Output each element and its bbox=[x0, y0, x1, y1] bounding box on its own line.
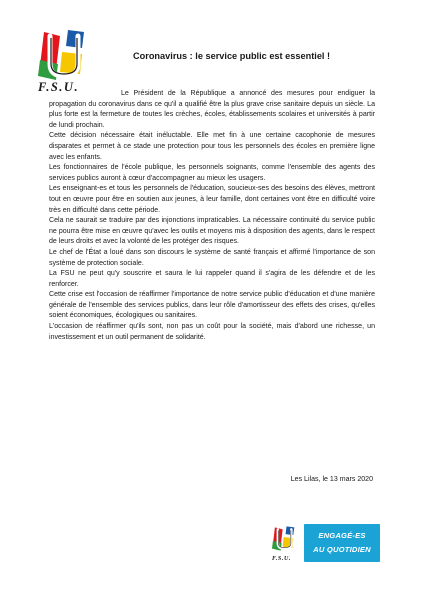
paragraph: Cette crise est l'occasion de réaffirmer l'importance de notre service public d'éducation et d'une manière générale de l'ensemble des services publics, dans leur rôle d'amortisseur des effets des crises, qu'elles soient économiques, écologiques ou sanitaires. bbox=[49, 291, 375, 320]
badge-line-2: AU QUOTIDIEN bbox=[313, 545, 371, 554]
paragraph: La FSU ne peut qu'y souscrire et saura le lui rappeler quand il s'agira de les défendre et de les renforcer. bbox=[49, 270, 375, 288]
paragraph: Cette décision nécessaire était inéluctable. Elle met fin à une certaine cacophonie de mesures disparates et permet à ce stade une protection pour tous les personnels des écoles en première ligne avec les enfants. bbox=[49, 132, 375, 161]
paragraph: L'occasion de réaffirmer qu'ils sont, non pas un coût pour la société, mais d'abord une richesse, un investissement et un outil permanent de solidarité. bbox=[49, 323, 375, 341]
engagement-badge bbox=[304, 524, 380, 562]
place-date: Les Lilas, le 13 mars 2020 bbox=[290, 476, 373, 483]
paragraph: Les fonctionnaires de l'école publique, les personnels soignants, comme l'ensemble des agents des services publics auront à cœur d'accompagner au mieux les usagers. bbox=[49, 164, 375, 182]
fsu-logo-small bbox=[272, 522, 302, 558]
fsu-logo-small-icon bbox=[272, 522, 302, 556]
fsu-acronym: F.S.U. bbox=[38, 80, 80, 94]
fsu-logo-icon bbox=[38, 30, 100, 82]
paragraph: Le chef de l'État a loué dans son discours le système de santé français et affirmé l'importance de son système de protection sociale. bbox=[49, 248, 375, 267]
document-title: Coronavirus : le service public est essentiel ! bbox=[133, 51, 331, 61]
paragraph: Cela ne saurait se traduire par des injonctions impraticables. La nécessaire continuité du service public ne pourra être mise en œuvre qu'avec les outils et moyens mis à disposition des agents, dans le respect de leurs droits et avec la volonté de les protéger des risques. bbox=[49, 217, 375, 246]
document-body bbox=[49, 89, 375, 343]
fsu-acronym-small: F.S.U. bbox=[272, 556, 291, 562]
paragraph: Les enseignant-es et tous les personnels de l'éducation, soucieux-ses des besoins des élèves, mettront tout en œuvre pour être en soutien aux jeunes, à leur famille, dont certaines vont être en difficulté voire très en difficulté dans cette période. bbox=[49, 185, 375, 214]
paragraph: Le Président de la République a annoncé des mesures pour endiguer la propagation du coronavirus dans ce qu'il a qualifié être la plus grave crise sanitaire depuis un siècle. La plus forte est la fermeture de toutes les crèches, écoles, établissements scolaires et universités à partir de lundi prochain. bbox=[49, 90, 375, 129]
badge-line-1: ENGAGÉ-ES bbox=[318, 531, 366, 540]
